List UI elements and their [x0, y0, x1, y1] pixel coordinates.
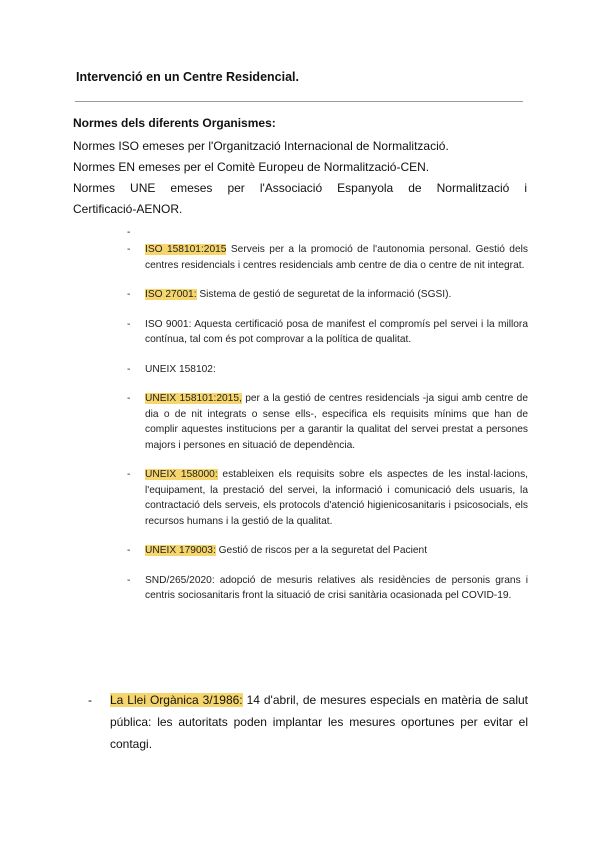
- intro-section: [73, 114, 527, 220]
- list-item: [127, 391, 528, 453]
- list-item: [127, 287, 528, 303]
- highlighted-code: UNEIX 158000:: [145, 469, 218, 480]
- item-text: 14 d'abril, de mesures especials en matèria de salut pública: les autoritats poden implantar les mesures oportunes per evitar el contagi.: [110, 693, 528, 751]
- law-item: [88, 689, 528, 755]
- bullet-dash: -: [127, 393, 131, 404]
- intro-line: Certificació-AENOR.: [73, 202, 183, 216]
- item-text: UNEIX 158102:: [145, 363, 216, 375]
- highlighted-code: UNEIX 179003:: [145, 545, 216, 556]
- item-text: estableixen els requisits sobre els aspectes de les instal·lacions, l'equipament, la prestació del servei, la informació i comunicació dels usuaris, la contractació dels serveis, els protocols d'atenció higienicosanitaris i psicosocials, els recursos humans i la gestió de la qualitat.: [145, 469, 528, 527]
- list-item: [127, 317, 528, 348]
- bullet-dash: -: [127, 244, 131, 255]
- item-text: SND/265/2020: adopció de mesuris relatives als residències de personis grans i centris sociosanitaris front la situació de crisi sanitària ocasionada pel COVID-19.: [145, 574, 528, 601]
- list-item: [127, 543, 528, 559]
- list-item: [127, 362, 528, 378]
- item-text: per a la gestió de centres residencials -ja sigui amb centre de dia o de nit integrats o sense ells-, especifica els requisits mínims que han de complir aquestes institucions per a garantir la qualitat del servei prestat a persones majors i persones en situació de dependència.: [145, 393, 528, 451]
- document-title: Intervenció en un Centre Residencial.: [76, 70, 299, 84]
- highlighted-code: ISO 158101:2015: [145, 244, 227, 255]
- bullet-dash: -: [127, 363, 131, 375]
- item-text: Serveis per a la promoció de l'autonomia personal. Gestió dels centres residencials i centres residencials amb centre de dia o centre de nit integrat.: [145, 244, 528, 271]
- title-divider: [75, 101, 523, 102]
- item-text: Sistema de gestió de seguretat de la informació (SGSI).: [196, 289, 452, 300]
- highlighted-code: ISO 27001:: [145, 289, 197, 300]
- bullet-dash: -: [88, 693, 92, 707]
- bullet-dash: -: [127, 318, 131, 330]
- highlighted-code: La Llei Orgànica 3/1986:: [110, 693, 243, 707]
- bullet-dash: -: [127, 469, 131, 480]
- bullet-dash: -: [127, 545, 131, 556]
- bullet-dash: -: [127, 289, 131, 300]
- intro-line: Normes EN emeses per el Comitè Europeu de Normalització-CEN.: [73, 160, 430, 174]
- standards-list: [127, 226, 528, 618]
- item-text: Gestió de riscos per a la seguretat del Pacient: [215, 545, 428, 556]
- bullet-dash: -: [127, 574, 131, 586]
- highlighted-code: UNEIX 158101:2015,: [145, 393, 242, 404]
- intro-line: Normes UNE emeses per l'Associació Espanyola de Normalització i: [73, 181, 527, 195]
- list-item: [127, 573, 528, 604]
- empty-bullet: -: [127, 227, 131, 238]
- list-item: [127, 242, 528, 273]
- list-item: [127, 467, 528, 529]
- section-heading: Normes dels diferents Organismes:: [73, 116, 276, 130]
- intro-line: Normes ISO emeses per l'Organització Internacional de Normalització.: [73, 139, 449, 153]
- item-text: ISO 9001: Aquesta certificació posa de manifest el compromís pel servei i la millora contínua, tal com és pot comprovar a la política de qualitat.: [145, 318, 528, 345]
